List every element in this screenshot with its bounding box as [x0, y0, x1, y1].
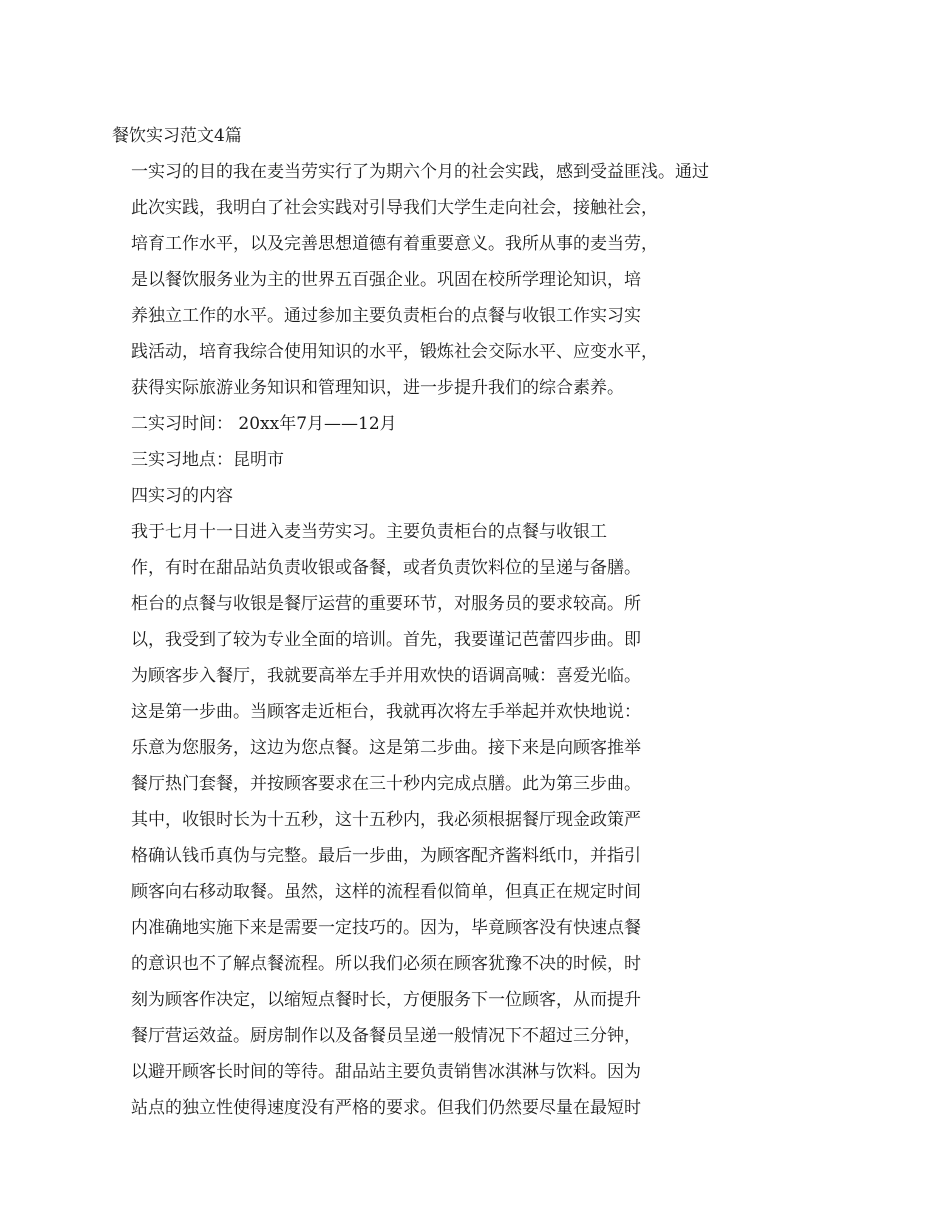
text-line: 乐意为您服务，这边为您点餐。这是第二步曲。接下来是向顾客推举	[131, 738, 641, 758]
text-line: 站点的独立性使得速度没有严格的要求。但我们仍然要尽量在最短时	[131, 1098, 641, 1118]
text-line: 餐厅营运效益。厨房制作以及备餐员呈递一般情况下不超过三分钟，	[131, 1026, 641, 1046]
text-line: 以，我受到了较为专业全面的培训。首先，我要谨记芭蕾四步曲。即	[131, 630, 641, 650]
text-line: 内准确地实施下来是需要一定技巧的。因为，毕竟顾客没有快速点餐	[131, 918, 641, 938]
text-line: 以避开顾客长时间的等待。甜品站主要负责销售冰淇淋与饮料。因为	[131, 1062, 641, 1082]
text-line: 作，有时在甜品站负责收银或备餐，或者负责饮料位的呈递与备膳。	[131, 558, 641, 578]
text-line: 餐厅热门套餐，并按顾客要求在三十秒内完成点膳。此为第三步曲。	[131, 774, 641, 794]
text-line: 获得实际旅游业务知识和管理知识，进一步提升我们的综合素养。	[131, 378, 624, 398]
text-line: 为顾客步入餐厅，我就要高举左手并用欢快的语调高喊：喜爱光临。	[131, 666, 641, 686]
text-line: 刻为顾客作决定，以缩短点餐时长，方便服务下一位顾客，从而提升	[131, 990, 641, 1010]
text-line: 这是第一步曲。当顾客走近柜台，我就再次将左手举起并欢快地说：	[131, 702, 641, 722]
document-title: 餐饮实习范文4篇	[112, 126, 242, 146]
text-line: 格确认钱币真伪与完整。最后一步曲，为顾客配齐酱料纸巾，并指引	[131, 846, 641, 866]
text-line: 我于七月十一日进入麦当劳实习。主要负责柜台的点餐与收银工	[131, 522, 607, 542]
text-line: 此次实践，我明白了社会实践对引导我们大学生走向社会，接触社会，	[131, 198, 658, 218]
text-line: 养独立工作的水平。通过参加主要负责柜台的点餐与收银工作实习实	[131, 306, 641, 326]
section-heading-content: 四实习的内容	[131, 486, 233, 506]
section-heading-location: 三实习地点：昆明市	[131, 450, 284, 470]
text-line: 其中，收银时长为十五秒，这十五秒内，我必须根据餐厅现金政策严	[131, 810, 641, 830]
text-line: 柜台的点餐与收银是餐厅运营的重要环节，对服务员的要求较高。所	[131, 594, 641, 614]
text-line: 顾客向右移动取餐。虽然，这样的流程看似简单，但真正在规定时间	[131, 882, 641, 902]
text-line: 的意识也不了解点餐流程。所以我们必须在顾客犹豫不决的时候，时	[131, 954, 641, 974]
text-line: 是以餐饮服务业为主的世界五百强企业。巩固在校所学理论知识，培	[131, 270, 641, 290]
text-line: 培育工作水平，以及完善思想道德有着重要意义。我所从事的麦当劳，	[131, 234, 658, 254]
text-line: 一实习的目的我在麦当劳实行了为期六个月的社会实践，感到受益匪浅。通过	[131, 162, 709, 182]
document-body	[131, 160, 709, 1132]
section-heading-time: 二实习时间： 20xx年7月——12月	[131, 414, 397, 434]
text-line: 践活动，培育我综合使用知识的水平，锻炼社会交际水平、应变水平，	[131, 342, 658, 362]
